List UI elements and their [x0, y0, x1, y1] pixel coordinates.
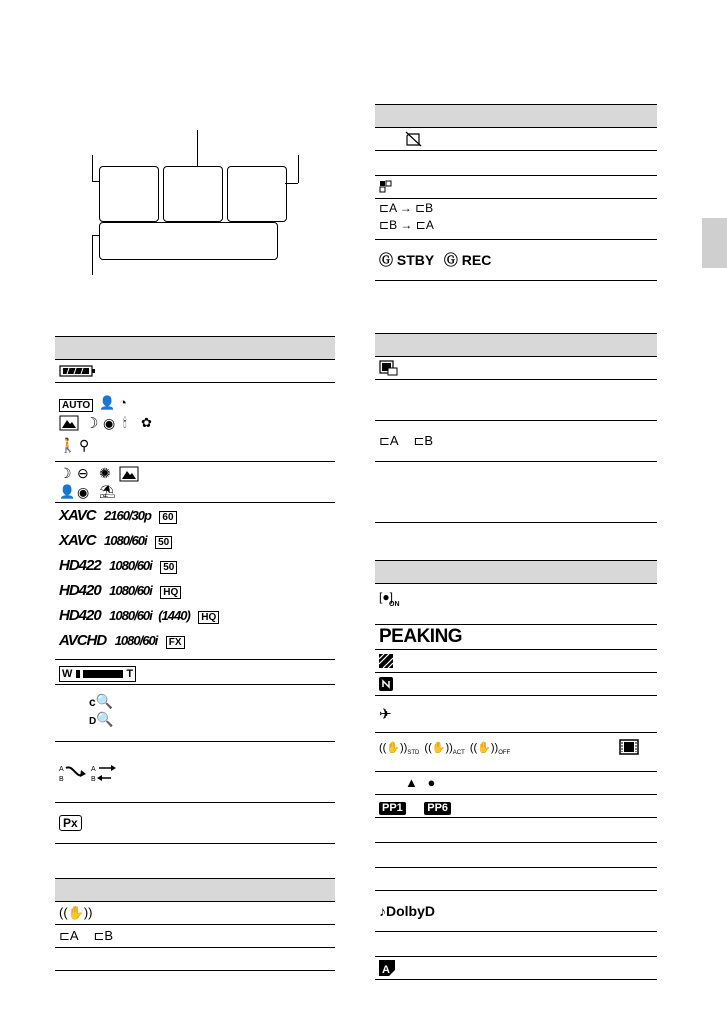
portrait-scene-icon: 👤: [59, 484, 76, 499]
leader-bottom-v: [92, 235, 93, 275]
px-icon: Px: [59, 815, 82, 831]
table-row-blank-2: [375, 462, 657, 523]
table-row-relay-recording: [55, 742, 335, 803]
leader-right-v: [298, 155, 299, 183]
macro-icon: ✿: [141, 415, 152, 430]
night-portrait-scene-icon: ◉: [77, 484, 90, 500]
format-quality: HQ: [160, 586, 181, 599]
rec-label: REC: [461, 252, 492, 268]
digital-zoom-icon: D🔍: [89, 711, 114, 727]
walking-icon: 🚶: [59, 437, 77, 453]
table-row-zoom: [55, 660, 335, 685]
table-header: [55, 878, 335, 902]
person-focus-icon: ●: [427, 775, 436, 790]
table-row-blank-c: [375, 868, 657, 891]
diagram-box-upper-right: [227, 166, 287, 222]
svg-text:B: B: [91, 776, 96, 783]
svg-text:B: B: [59, 776, 64, 783]
table-row-blank-b: [375, 843, 657, 868]
table-row-media-slots: [55, 925, 335, 948]
format-extra: (1440): [158, 608, 190, 623]
airplane-mode-icon: ✈: [379, 706, 392, 723]
format-quality: FX: [166, 636, 185, 649]
format-hd420-1080: [59, 582, 181, 600]
pp6-icon: PP6: [424, 802, 451, 815]
table-row-no-media: [375, 128, 657, 151]
leader-left-h: [92, 181, 99, 182]
table-row-nfc: [375, 673, 657, 696]
format-hd422-1080: [59, 557, 177, 575]
night-portrait-icon: ◉: [103, 415, 116, 431]
on-label: ON: [389, 601, 400, 608]
copy-a-to-b-icon: ⊏A → ⊏B: [379, 201, 434, 215]
table-row-zebra: [375, 650, 657, 673]
slot-b-icon: ⊏B: [93, 928, 114, 943]
slot-a-label: A: [425, 218, 434, 232]
stby-label: STBY: [396, 252, 434, 268]
format-resolution: 2160/30p: [104, 508, 151, 523]
slot-b-icon: ⊏B: [413, 433, 434, 448]
table-row-peaking: [375, 625, 657, 650]
zebra-icon: [379, 654, 393, 668]
copy-b-to-a-icon: ⊏B → ⊏A: [379, 218, 434, 232]
std-label: STD: [407, 750, 420, 757]
table-header: [375, 333, 657, 357]
table-row-pixel: [55, 803, 335, 844]
night-scene-icon: ☽: [85, 415, 99, 432]
table-row-focus-subject: [375, 772, 657, 795]
format-quality: 50: [155, 536, 172, 549]
table-lower-right: [375, 560, 657, 980]
table-lower-left: [55, 878, 335, 971]
diagram-box-bottom: [99, 222, 278, 260]
slot-b-label: B: [104, 928, 114, 943]
table-header: [375, 560, 657, 584]
landscape-focus-icon: ▲: [405, 775, 418, 790]
table-row-battery: [55, 360, 335, 383]
format-codec: XAVC: [59, 507, 96, 524]
table-row-airplane: [375, 696, 657, 733]
film-icon: [619, 739, 639, 755]
off-label: OFF: [498, 750, 511, 757]
leader-right-h: [285, 183, 298, 184]
landscape-icon: [59, 415, 79, 431]
zoom-bar-icon: [59, 664, 136, 682]
table-row-blank-a: [375, 818, 657, 843]
format-codec: XAVC: [59, 532, 96, 549]
clear-image-zoom-icon: c🔍: [89, 693, 114, 709]
face-detection-icon: [●] ON: [379, 590, 400, 608]
format-quality: 60: [159, 511, 176, 524]
spotlight-icon: 🕯: [123, 415, 127, 430]
act-label: ACT: [452, 750, 465, 757]
slot-a-label: A: [389, 201, 397, 215]
table-row-media-info: [375, 357, 657, 380]
steadyshot-std-icon: $((✋))_{STD}$: [379, 742, 420, 757]
table-row-zoom-type: [55, 685, 335, 742]
table-row-blank: [375, 380, 657, 421]
slot-a-label: A: [69, 928, 78, 943]
table-middle-right: [375, 333, 657, 523]
zoom-d-label: D: [89, 716, 97, 727]
intelligent-auto-icon: [59, 395, 93, 413]
table-upper-left: [55, 336, 335, 844]
format-quality: 50: [160, 561, 177, 574]
table-row-face-detection: [375, 584, 657, 625]
battery-icon: [59, 364, 99, 378]
zoom-c-label: c: [89, 695, 96, 709]
nfc-icon: [379, 677, 393, 691]
format-quality: HQ: [198, 611, 219, 624]
table-row-scene-selection: [55, 462, 335, 503]
svg-text:A: A: [59, 766, 64, 773]
table-upper-right: [375, 104, 657, 281]
baby-icon: ◔: [119, 395, 127, 410]
steadyshot-icon: ((✋)): [59, 905, 93, 920]
standby-icon: Ⓖ STBY: [379, 252, 434, 268]
format-resolution: 1080/60i: [109, 583, 152, 598]
page-edge-tab: [702, 218, 727, 268]
beach-icon: ⛱: [99, 484, 116, 499]
format-hd420-1440: [59, 607, 219, 625]
table-row-steadyshot: [55, 902, 335, 925]
table-row-standby-rec: [375, 240, 657, 281]
table-row-slots: [375, 421, 657, 462]
night-icon: ☽: [59, 465, 72, 481]
sunset-icon: ⊖: [77, 465, 89, 481]
format-codec: HD420: [59, 582, 101, 599]
table-row-dual-rec: [375, 176, 657, 199]
format-avchd-1080: [59, 632, 185, 650]
slot-b-label: B: [425, 201, 434, 215]
tripod-icon: ⚲: [79, 437, 90, 453]
table-row-picture-profile: [375, 795, 657, 818]
table-row-blank-d: [375, 932, 657, 957]
table-row-copy-direction: [375, 199, 657, 240]
landscape-scene-icon: [119, 466, 139, 482]
format-resolution: 1080/60i: [109, 608, 152, 623]
svg-text:A: A: [382, 964, 390, 976]
slot-a-label: A: [389, 433, 398, 448]
format-xavc-2160: [59, 507, 177, 525]
table-header: [55, 336, 335, 360]
table-row-steadyshot-modes: [375, 733, 657, 772]
media-info-icon: [379, 360, 399, 376]
format-resolution: 1080/60i: [104, 533, 147, 548]
recording-icon: Ⓖ REC: [443, 252, 492, 268]
zoom-t-label: T: [126, 668, 134, 680]
portrait-icon: 👤: [99, 395, 116, 410]
steadyshot-active-icon: $((✋))_{ACT}$: [424, 742, 465, 757]
table-header: [375, 104, 657, 128]
diagram-box-upper-center: [163, 166, 223, 222]
leader-left-v: [92, 155, 93, 181]
slot-a-icon: ⊏A: [59, 928, 78, 943]
svg-text:A: A: [91, 766, 96, 773]
no-media-icon: [405, 131, 423, 147]
slot-a-icon: ⊏A: [379, 433, 398, 448]
table-row-scene-modes: [55, 383, 335, 462]
pp1-icon: PP1: [379, 802, 406, 815]
zoom-w-label: W: [62, 668, 73, 680]
auto-label: AUTO: [59, 399, 93, 412]
relay-recording-icon: [59, 762, 119, 784]
peaking-icon: PEAKING: [379, 626, 463, 647]
format-resolution: 1080/60i: [109, 558, 152, 573]
format-codec: AVCHD: [59, 632, 107, 649]
table-row-blank: [375, 151, 657, 176]
steadyshot-off-icon: $((✋))_{OFF}$: [469, 742, 511, 757]
fireworks-icon: ✺: [99, 465, 111, 481]
diagram-box-upper-left: [99, 166, 159, 222]
slot-b-label: B: [389, 218, 398, 232]
slot-b-label: B: [424, 433, 434, 448]
format-codec: HD420: [59, 607, 101, 624]
auto-mode-icon: [379, 960, 395, 976]
screen-layout-diagram: [55, 110, 325, 300]
format-xavc-1080: [59, 532, 172, 550]
dual-rec-icon: [379, 180, 393, 194]
table-row-empty: [55, 948, 335, 971]
leader-bottom-h: [92, 235, 99, 236]
dolby-digital-icon: ♪DolbyD: [379, 903, 435, 919]
table-row-dolby: [375, 891, 657, 932]
format-resolution: 1080/60i: [114, 633, 158, 648]
leader-center: [197, 130, 198, 166]
format-codec: HD422: [59, 557, 101, 574]
table-row-recording-formats: [55, 503, 335, 660]
table-row-auto-mode: [375, 957, 657, 980]
